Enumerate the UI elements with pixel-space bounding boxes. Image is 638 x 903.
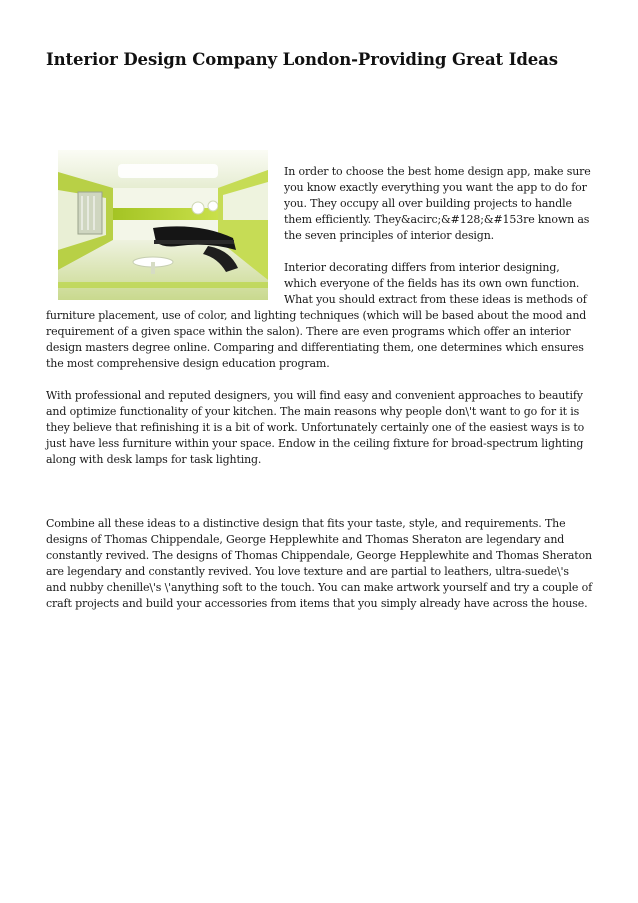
paragraph-2: Interior decorating differs from interior designing, which everyone of the fields has its own own function. What you should extract from these ideas is methods of furniture placement, use of color, and lighting techniques (which will be based about the mood and requirement of a given space within the salon). There are even programs which offer an interior design masters degree online. Comparing and differentiating them, one determines which ensures the most comprehensive design education program. [46,261,587,370]
article-body [46,164,592,612]
paragraph-4: Combine all these ideas to a distinctive design that fits your taste, style, and requirements. The designs of Thomas Chippendale, George Hepplewhite and Thomas Sheraton are legendary and constantly revived. The designs of Thomas Chippendale, George Hepplewhite and Thomas Sheraton are legendary and constantly revived. You love texture and are partial to leathers, ultra-suede\'s and nubby chenille\'s \'anything soft to the touch. You can make artwork yourself and try a couple of craft projects and build your accessories from items that you simply already have across the house. [46,517,593,610]
page-title: Interior Design Company London-Providing Great Ideas [46,50,558,69]
paragraph-3: With professional and reputed designers, you will find easy and convenient approaches to beautify and optimize functionality of your kitchen. The main reasons why people don\'t want to go for it is they believe that refinishing it is a bit of work. Unfortunately certainly one of the easiest ways is to just have less furniture within your space. Endow in the ceiling fixture for broad-spectrum lighting along with desk lamps for task lighting. [46,389,585,466]
paragraph-1: In order to choose the best home design app, make sure you know exactly everything you want the app to do for you. They occupy all over building projects to handle them efficiently. They&acirc;&#128;&#153re known as the seven principles of interior design. [284,165,591,242]
interior-room-photo [58,150,268,300]
